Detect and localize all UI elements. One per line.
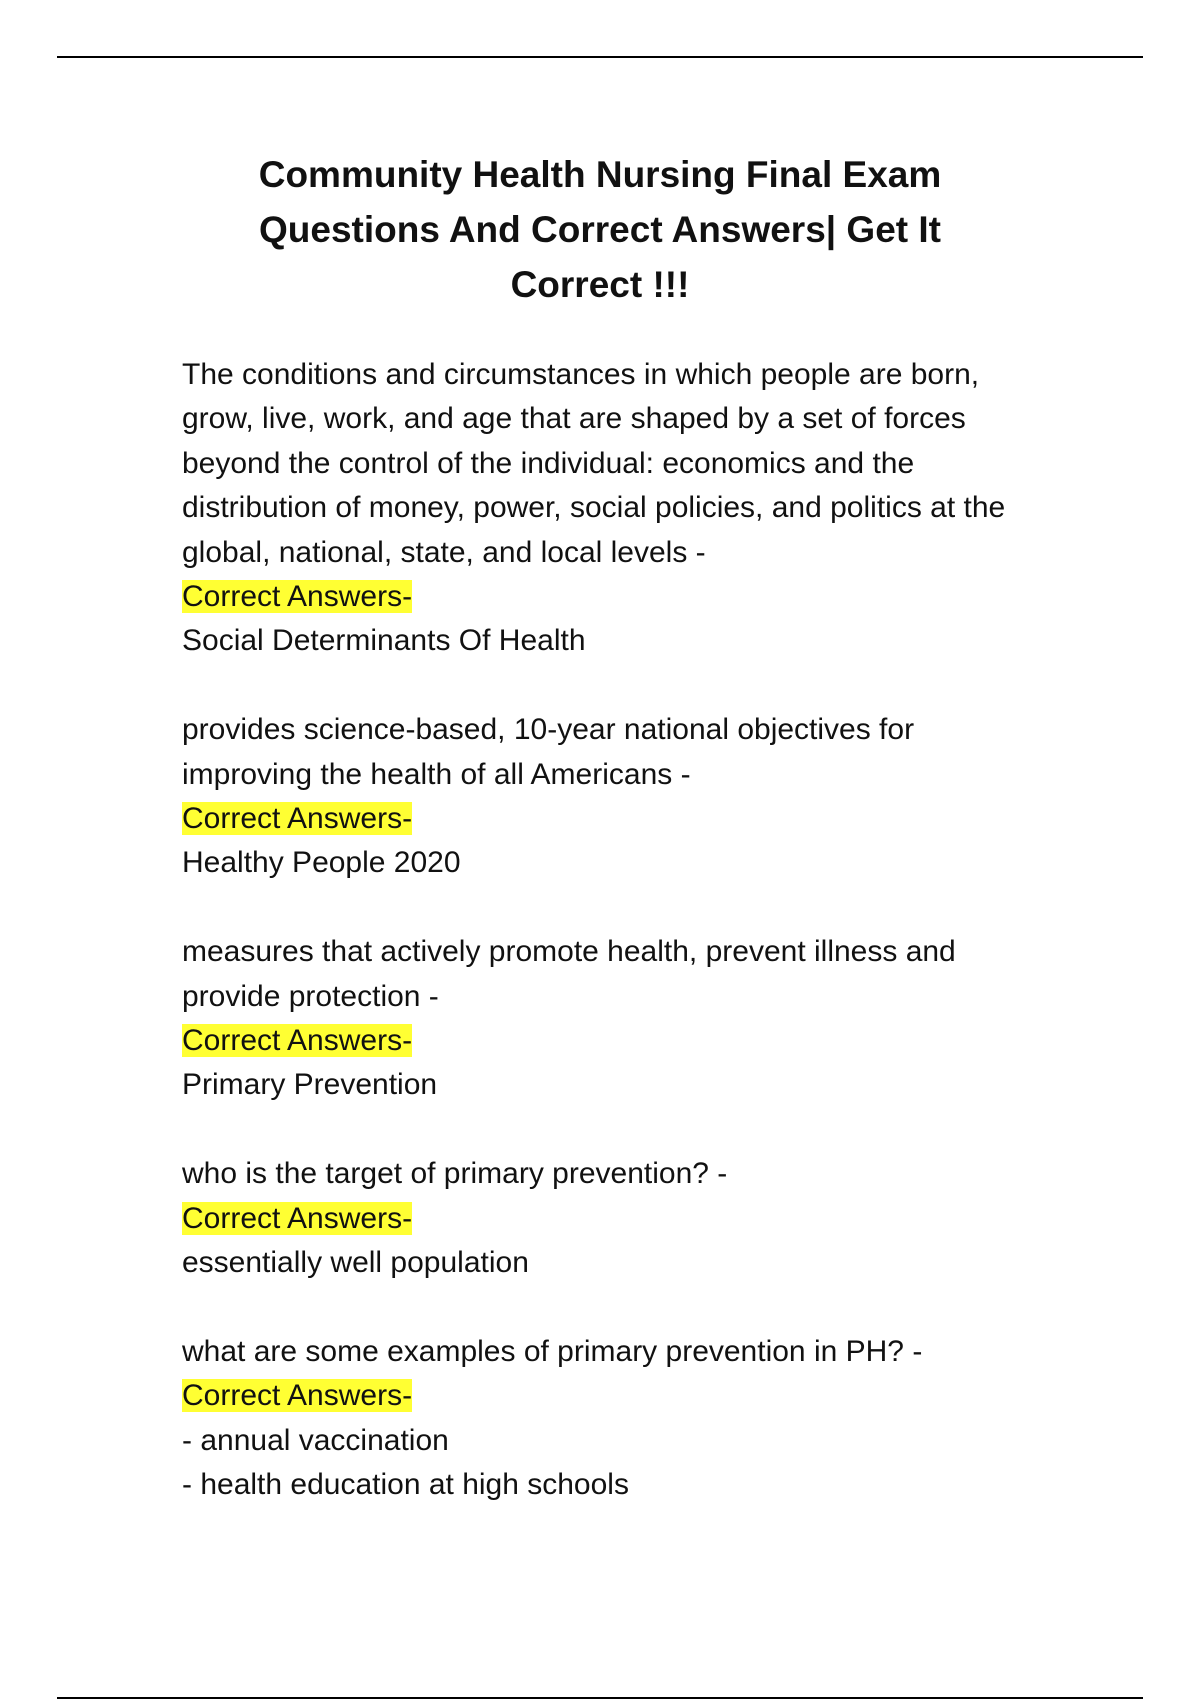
answer-label: Correct Answers- (182, 1201, 413, 1235)
qa-item (182, 353, 1042, 664)
answer-text: essentially well population (182, 1246, 529, 1280)
qa-list (182, 353, 1042, 1552)
answer-text: Social Determinants Of Health (182, 624, 586, 658)
answer-text: Primary Prevention (182, 1068, 438, 1102)
question-text: The conditions and circumstances in which people are born, grow, live, work, and age that are shaped by a set of forces beyond the control of the individual: economics and the distribution of money, power, social policies, and politics at the global, national, state, and local levels - (182, 358, 1006, 569)
document-title: Community Health Nursing Final Exam Questions And Correct Answers| Get It Correct !!! (258, 154, 942, 305)
qa-item (182, 930, 1042, 1108)
question-text: who is the target of primary prevention? - (182, 1157, 728, 1191)
question-text: provides science-based, 10-year national objectives for improving the health of all Americans - (182, 713, 915, 791)
qa-item (182, 708, 1042, 886)
answer-label: Correct Answers- (182, 802, 413, 836)
answer-text: - health education at high schools (182, 1468, 629, 1502)
question-text: what are some examples of primary prevention in PH? - (182, 1334, 923, 1368)
answer-label: Correct Answers- (182, 1024, 413, 1058)
answer-label: Correct Answers- (182, 580, 413, 614)
answer-label: Correct Answers- (182, 1379, 413, 1413)
answer-text: Healthy People 2020 (182, 846, 461, 880)
bottom-rule (57, 1697, 1143, 1699)
answer-text: - annual vaccination (182, 1423, 449, 1457)
question-text: measures that actively promote health, prevent illness and provide protection - (182, 935, 956, 1013)
qa-item (182, 1152, 1042, 1285)
top-rule (57, 56, 1143, 58)
qa-item (182, 1330, 1042, 1508)
